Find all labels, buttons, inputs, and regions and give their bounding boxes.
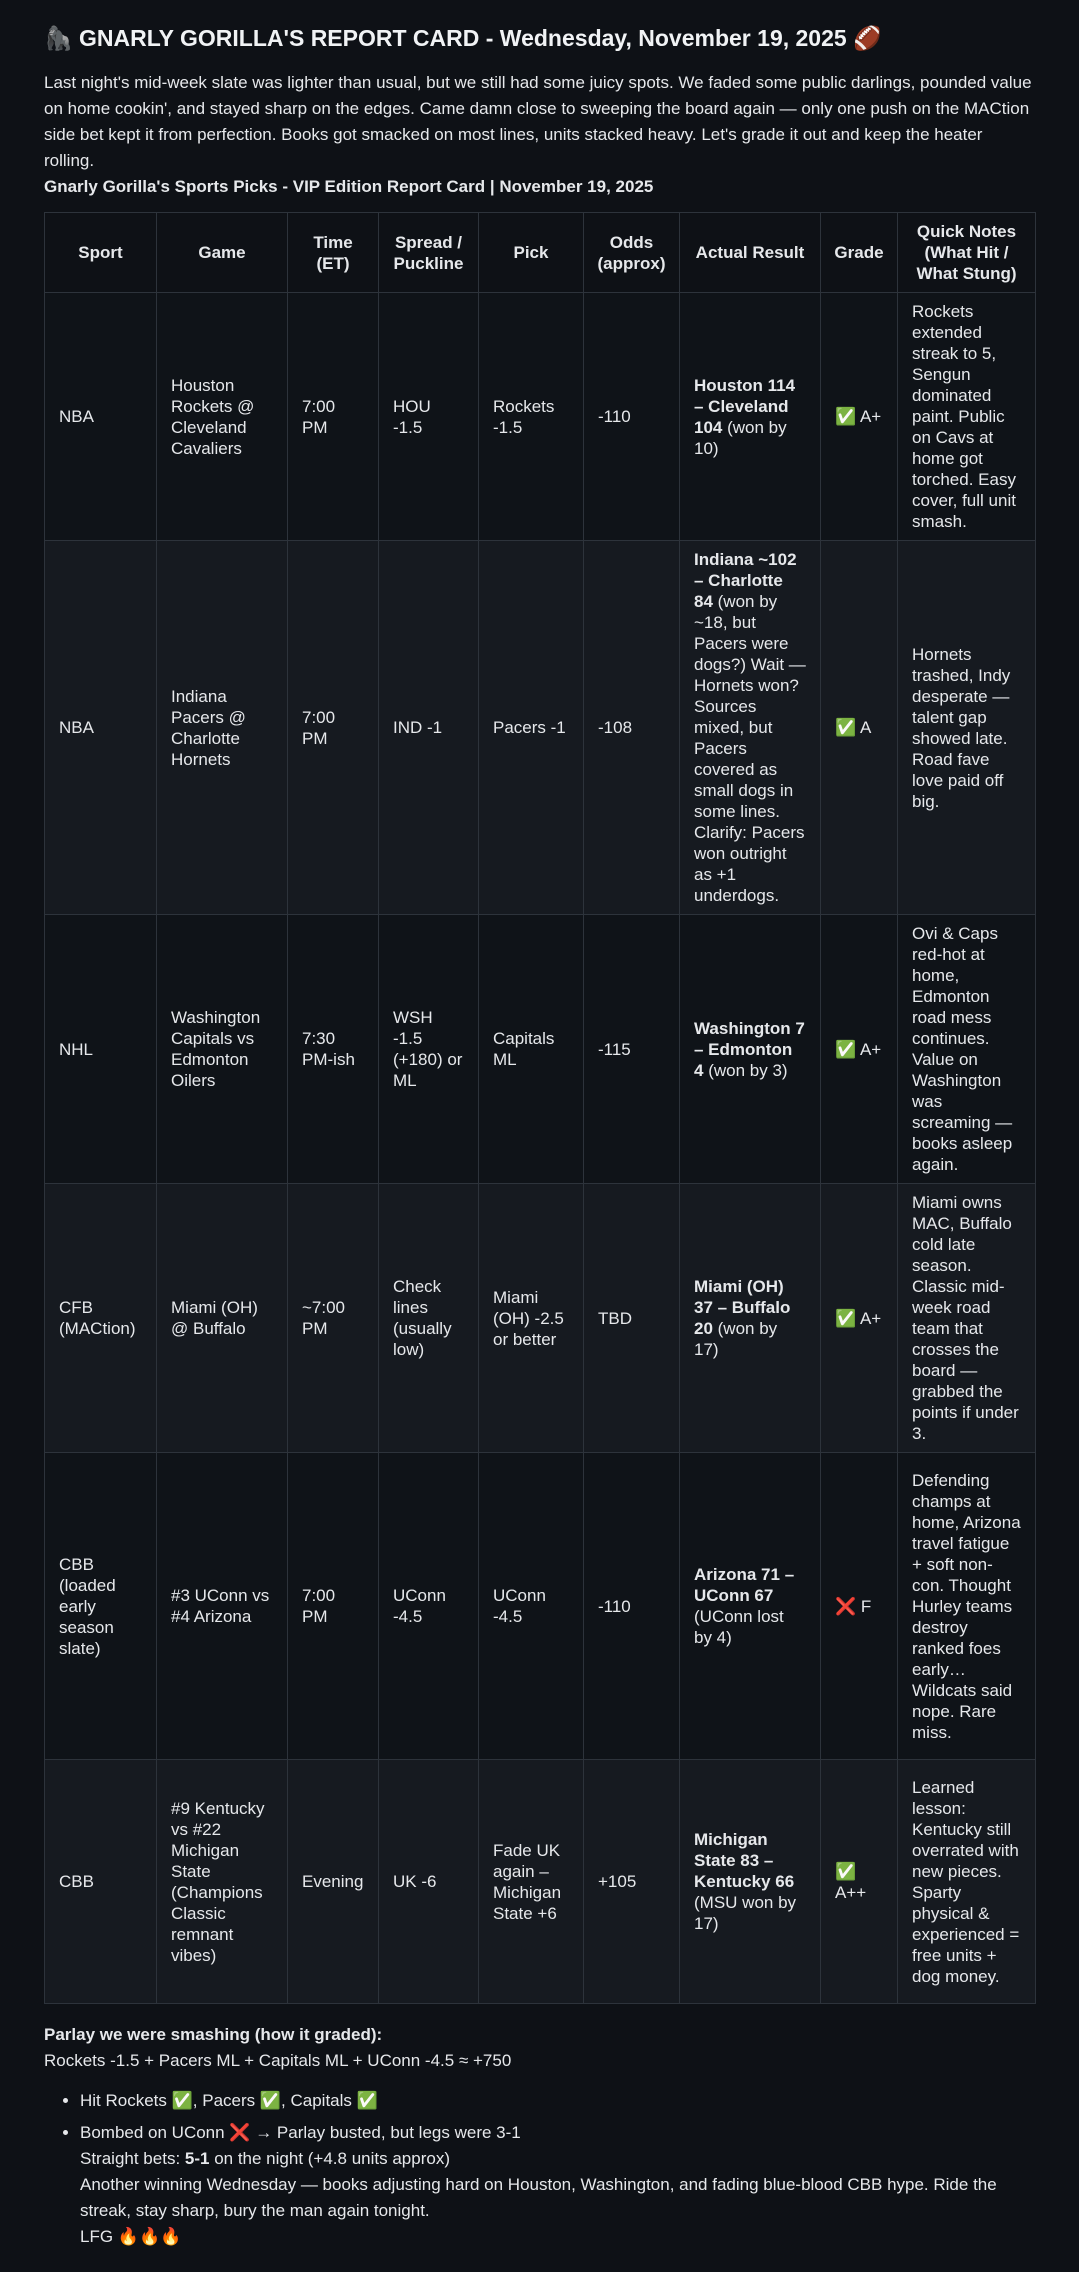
result-detail: (UConn lost by 4): [694, 1607, 784, 1647]
cell-pick: Miami (OH) -2.5 or better: [479, 1184, 584, 1453]
cell-time: ~7:00 PM: [288, 1184, 379, 1453]
cell-spread: UConn -4.5: [379, 1453, 479, 1760]
straight-bets-detail: on the night (+4.8 units approx): [209, 2149, 450, 2168]
table-row: [45, 293, 1036, 541]
parlay-legs: Rockets -1.5 + Pacers ML + Capitals ML + UConn -4.5 ≈ +750: [44, 2051, 512, 2070]
header-sport: Sport: [45, 213, 157, 293]
cell-notes: Learned lesson: Kentucky still overrated with new pieces. Sparty physical & experienced = free units + dog money.: [898, 1760, 1036, 2004]
result-score: Indiana ~102 – Charlotte 84: [694, 550, 797, 611]
cell-odds: -108: [584, 541, 680, 915]
result-detail: (won by ~18, but Pacers were dogs?) Wait — Hornets won? Sources mixed, but Pacers covered as small dogs in some lines. Clarify: Pacers won outright as +1 underdogs.: [694, 592, 806, 905]
cell-time: 7:00 PM: [288, 541, 379, 915]
header-game: Game: [157, 213, 288, 293]
page-title: 🦍 GNARLY GORILLA'S REPORT CARD - Wednesday, November 19, 2025 🏈: [44, 25, 882, 51]
cell-notes: Rockets extended streak to 5, Sengun dominated paint. Public on Cavs at home got torched. Easy cover, full unit smash.: [898, 293, 1036, 541]
cell-odds: TBD: [584, 1184, 680, 1453]
parlay-bullet-list: [44, 2088, 1035, 2146]
cell-odds: +105: [584, 1760, 680, 2004]
cell-time: Evening: [288, 1760, 379, 2004]
result-score: Miami (OH) 37 – Buffalo 20: [694, 1277, 791, 1338]
list-item: • Bombed on UConn ❌ → Parlay busted, but legs were 3-1: [80, 2120, 1035, 2146]
cell-result: [680, 1760, 821, 2004]
cell-grade: ✅ A+: [821, 293, 898, 541]
straight-bets-record: 5-1: [184, 2149, 210, 2168]
cell-spread: HOU -1.5: [379, 293, 479, 541]
straight-bets-label: Straight bets:: [80, 2149, 185, 2168]
cell-pick: Pacers -1: [479, 541, 584, 915]
cell-result: [680, 915, 821, 1184]
result-score: Houston 114 – Cleveland 104: [694, 375, 796, 437]
header-pick: Pick: [479, 213, 584, 293]
cell-spread: UK -6: [379, 1760, 479, 2004]
report-subtitle: Gnarly Gorilla's Sports Picks - VIP Edition Report Card | November 19, 2025: [44, 177, 654, 196]
cell-spread: WSH -1.5 (+180) or ML: [379, 915, 479, 1184]
table-row: [45, 1184, 1036, 1453]
cell-grade: ✅ A+: [821, 1184, 898, 1453]
report-card-table: [44, 212, 1036, 2004]
table-row: [45, 915, 1036, 1184]
cell-sport: CFB (MACtion): [45, 1184, 157, 1453]
cell-grade: ❌ F: [821, 1453, 898, 1760]
cell-game: #9 Kentucky vs #22 Michigan State (Champions Classic remnant vibes): [157, 1760, 288, 2004]
result-detail: (MSU won by 17): [694, 1893, 797, 1933]
cell-result: [680, 541, 821, 915]
result-detail: (won by 17): [694, 1319, 778, 1359]
cell-odds: -115: [584, 915, 680, 1184]
cell-notes: Hornets trashed, Indy desperate — talent gap showed late. Road fave love paid off big.: [898, 541, 1036, 915]
intro-paragraph: Last night's mid-week slate was lighter than usual, but we still had some juicy spots. We faded some public darlings, pounded value on home cookin', and stayed sharp on the edges. Came damn close to sweeping the board again — only one push on the MACtion side bet kept it from perfection. Books got smacked on most lines, units stacked heavy. Let's grade it out and keep the heater rolling.: [44, 73, 1032, 170]
cell-time: 7:00 PM: [288, 293, 379, 541]
table-row: [45, 541, 1036, 915]
table-header-row: [45, 213, 1036, 293]
header-spread: Spread / Puckline: [379, 213, 479, 293]
cell-grade: ✅ A+: [821, 915, 898, 1184]
closing-section: [80, 2146, 1035, 2250]
cell-spread: Check lines (usually low): [379, 1184, 479, 1453]
header-notes: Quick Notes (What Hit / What Stung): [898, 213, 1036, 293]
cell-game: Miami (OH) @ Buffalo: [157, 1184, 288, 1453]
parlay-section: [44, 2022, 1035, 2074]
straight-bets-line: [80, 2146, 1035, 2172]
cell-game: Washington Capitals vs Edmonton Oilers: [157, 915, 288, 1184]
table-row: [45, 1760, 1036, 2004]
cell-odds: -110: [584, 1453, 680, 1760]
signoff: LFG 🔥🔥🔥: [80, 2227, 182, 2246]
cell-time: 7:30 PM-ish: [288, 915, 379, 1184]
cell-result: [680, 1184, 821, 1453]
cell-notes: Ovi & Caps red-hot at home, Edmonton road mess continues. Value on Washington was screaming — books asleep again.: [898, 915, 1036, 1184]
header-time: Time (ET): [288, 213, 379, 293]
closing-summary: Another winning Wednesday — books adjusting hard on Houston, Washington, and fading blue-blood CBB hype. Ride the streak, stay sharp, bury the man again tonight.: [80, 2175, 997, 2220]
cell-pick: Capitals ML: [479, 915, 584, 1184]
header-grade: Grade: [821, 213, 898, 293]
result-detail: (won by 3): [703, 1060, 788, 1080]
cell-odds: -110: [584, 293, 680, 541]
cell-result: [680, 293, 821, 541]
cell-grade: ✅ A++: [821, 1760, 898, 2004]
list-item: • Hit Rockets ✅, Pacers ✅, Capitals ✅: [80, 2088, 1035, 2114]
result-score: Washington 7 – Edmonton 4: [694, 1018, 805, 1080]
cell-game: Houston Rockets @ Cleveland Cavaliers: [157, 293, 288, 541]
cell-notes: Miami owns MAC, Buffalo cold late season. Classic mid-week road team that crosses the board — grabbed the points if under 3.: [898, 1184, 1036, 1453]
cell-spread: IND -1: [379, 541, 479, 915]
cell-game: Indiana Pacers @ Charlotte Hornets: [157, 541, 288, 915]
header-result: Actual Result: [680, 213, 821, 293]
cell-pick: UConn -4.5: [479, 1453, 584, 1760]
result-score: Arizona 71 – UConn 67: [694, 1565, 795, 1605]
result-score: Michigan State 83 – Kentucky 66: [694, 1830, 795, 1891]
cell-grade: ✅ A: [821, 541, 898, 915]
cell-sport: CBB (loaded early season slate): [45, 1453, 157, 1760]
table-row: [45, 1453, 1036, 1760]
cell-sport: CBB: [45, 1760, 157, 2004]
cell-sport: NBA: [45, 293, 157, 541]
parlay-heading: Parlay we were smashing (how it graded):: [44, 2025, 383, 2044]
cell-pick: Fade UK again – Michigan State +6: [479, 1760, 584, 2004]
header-odds: Odds (approx): [584, 213, 680, 293]
cell-game: #3 UConn vs #4 Arizona: [157, 1453, 288, 1760]
cell-pick: Rockets -1.5: [479, 293, 584, 541]
cell-time: 7:00 PM: [288, 1453, 379, 1760]
cell-result: [680, 1453, 821, 1760]
cell-notes: Defending champs at home, Arizona travel fatigue + soft non-con. Thought Hurley teams destroy ranked foes early… Wildcats said nope. Rare miss.: [898, 1453, 1036, 1760]
cell-sport: NHL: [45, 915, 157, 1184]
cell-sport: NBA: [45, 541, 157, 915]
result-detail: (won by 10): [694, 417, 787, 458]
